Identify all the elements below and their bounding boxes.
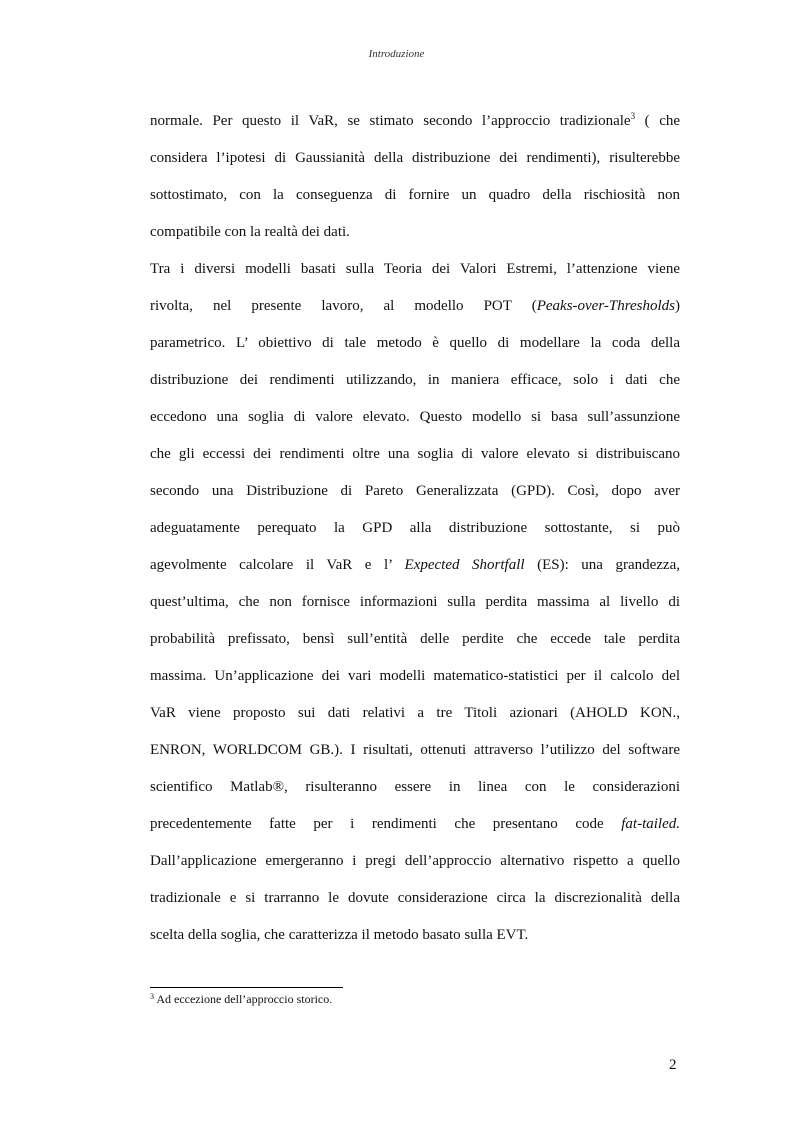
footnote-marker: 3 bbox=[150, 992, 154, 1001]
text-line: sottostimato, con la conseguenza di fornire un quadro della rischiosità non bbox=[150, 187, 680, 203]
text-line: considera l’ipotesi di Gaussianità della distribuzione dei rendimenti), risulterebbe bbox=[150, 150, 680, 166]
italic-term: Expected Shortfall bbox=[404, 557, 525, 573]
text-span: agevolmente calcolare il VaR e l’ bbox=[150, 557, 405, 573]
text-line bbox=[150, 288, 680, 325]
text-span: ( che bbox=[635, 113, 681, 129]
text-line: scientifico Matlab®, risulteranno essere in linea con le considerazioni bbox=[150, 779, 680, 795]
text-line bbox=[150, 103, 680, 140]
text-span: rivolta, nel presente lavoro, al modello POT ( bbox=[150, 298, 537, 314]
text-line: eccedono una soglia di valore elevato. Questo modello si basa sull’assunzione bbox=[150, 409, 680, 425]
text-span: normale. Per questo il VaR, se stimato secondo l’approccio tradizionale bbox=[150, 113, 631, 129]
text-line: Tra i diversi modelli basati sulla Teoria dei Valori Estremi, l’attenzione viene bbox=[150, 261, 680, 277]
footnote-text: Ad eccezione dell’approccio storico. bbox=[154, 992, 333, 1006]
text-span: precedentemente fatte per i rendimenti che presentano code bbox=[150, 816, 622, 832]
text-line: distribuzione dei rendimenti utilizzando, in maniera efficace, solo i dati che bbox=[150, 372, 680, 388]
text-span: ) bbox=[675, 298, 680, 314]
text-line: secondo una Distribuzione di Pareto Generalizzata (GPD). Così, dopo aver bbox=[150, 483, 680, 499]
text-line: Dall’applicazione emergeranno i pregi dell’approccio alternativo rispetto a quello bbox=[150, 853, 680, 869]
text-line: che gli eccessi dei rendimenti oltre una soglia di valore elevato si distribuiscano bbox=[150, 446, 680, 462]
footnote bbox=[150, 992, 332, 1007]
text-line: adeguatamente perequato la GPD alla distribuzione sottostante, si può bbox=[150, 520, 680, 536]
text-line bbox=[150, 806, 680, 843]
text-line: parametrico. L’ obiettivo di tale metodo è quello di modellare la coda della bbox=[150, 335, 680, 351]
italic-term: Peaks-over-Thresholds bbox=[536, 298, 675, 314]
text-line: ENRON, WORLDCOM GB.). I risultati, ottenuti attraverso l’utilizzo del software bbox=[150, 742, 680, 758]
text-line: probabilità prefissato, bensì sull’entità delle perdite che eccede tale perdita bbox=[150, 631, 680, 647]
text-line bbox=[150, 547, 680, 584]
running-head: Introduzione bbox=[368, 48, 425, 60]
footnote-ref: 3 bbox=[630, 111, 636, 121]
italic-term: fat-tailed. bbox=[621, 816, 680, 832]
body-text bbox=[150, 103, 680, 954]
footnote-divider bbox=[150, 987, 343, 988]
text-line: scelta della soglia, che caratterizza il metodo basato sulla EVT. bbox=[150, 927, 529, 943]
text-line: tradizionale e si trarranno le dovute considerazione circa la discrezionalità della bbox=[150, 890, 680, 906]
page-number: 2 bbox=[669, 1057, 677, 1073]
text-line: compatibile con la realtà dei dati. bbox=[150, 224, 350, 240]
text-line: massima. Un’applicazione dei vari modelli matematico-statistici per il calcolo del bbox=[150, 668, 680, 684]
text-span: (ES): una grandezza, bbox=[524, 557, 680, 573]
text-line: quest’ultima, che non fornisce informazioni sulla perdita massima al livello di bbox=[150, 594, 680, 610]
text-line: VaR viene proposto sui dati relativi a tre Titoli azionari (AHOLD KON., bbox=[150, 705, 680, 721]
